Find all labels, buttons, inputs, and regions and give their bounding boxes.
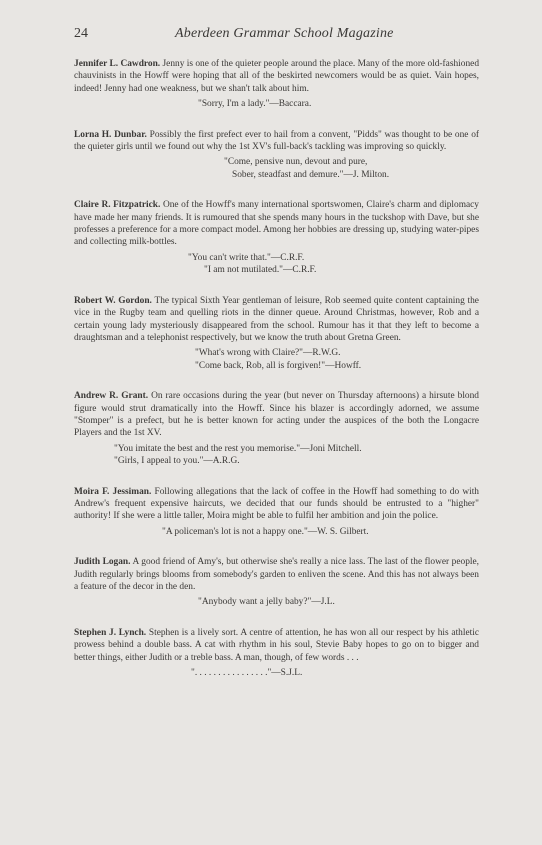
entry-text: A good friend of Amy's, but otherwise she's really a nice lass. The last of the flower people, Judith regularly brings blooms from somebody's garden to enliven the scene. And this has not always been a feature of the decor in the den. (74, 557, 479, 592)
quote-line: "Anybody want a jelly baby?"—J.L. (198, 597, 335, 608)
page-header (74, 26, 482, 46)
entry-quote (74, 156, 479, 181)
entry-name: Robert W. Gordon. (74, 295, 152, 306)
quote-line: "A policeman's lot is not a happy one."—W. S. Gilbert. (162, 526, 369, 537)
quote-line: Sober, steadfast and demure."—J. Milton. (232, 169, 390, 180)
entry-name: Moira F. Jessiman. (74, 486, 152, 497)
entry-name: Judith Logan. (74, 557, 131, 568)
entry-jessiman (74, 486, 479, 539)
entry-text: Stephen is a lively sort. A centre of attention, he has won all our respect by his athletic prowess behind a double bass. A cat with rhythm in his soul, Stevie Baby hopes to go on to bigger and better things, either Judith or a treble bass. A man, though, of few words . . . (74, 627, 479, 663)
quote-line: "What's wrong with Claire?"—R.W.G. (195, 348, 341, 359)
entry-fitzpatrick (74, 199, 479, 276)
entry-quote (74, 443, 479, 468)
entry-text: Following allegations that the lack of coffee in the Howff had something to do with Andrew's frequent expensive haircuts, we decided that our funds should be entrusted to a "higher" authority! If she were a little taller, Moira might be able to fulfil her ambition and join the police. (74, 486, 479, 522)
page-content (74, 58, 479, 697)
entry-quote (74, 252, 479, 277)
quote-line: "I am not mutilated."—C.R.F. (204, 265, 317, 276)
entry-paragraph (74, 627, 479, 664)
entry-quote (74, 667, 479, 679)
entry-paragraph (74, 295, 479, 345)
entry-quote (74, 526, 479, 538)
page-number: 24 (74, 26, 88, 41)
entry-name: Stephen J. Lynch. (74, 627, 147, 638)
entry-text: Jenny is one of the quieter people around the place. Many of the more old-fashioned chauvinists in the Howff were hoping that all of the beskirted newcomers would be as quiet. Vain hopes, indeed! Jenny had one weakness, but we shan't talk about him. (74, 59, 480, 94)
entry-quote (74, 596, 479, 608)
quote-line: "Girls, I appeal to you."—A.R.G. (114, 456, 240, 467)
entry-text: One of the Howff's many international sportswomen, Claire's charm and diplomacy have made her many friends. It is rumoured that she spends many hours in the tuckshop with Dave, but she professes a preference for a more compact model. Among her hobbies are dressing up, studying water-pipes and collecting milk-bottles. (74, 200, 479, 248)
quote-line: ". . . . . . . . . . . . . . . ."—S.J.L. (191, 668, 303, 679)
quote-line: "You can't write that."—C.R.F. (188, 252, 305, 263)
entry-quote (74, 98, 479, 110)
entry-name: Jennifer L. Cawdron. (74, 59, 161, 69)
entry-text: On rare occasions during the year (but never on Thursday afternoons) a hirsute blond figure would strut dramatically into the Howff. Since his blazer is accordingly adorned, we assume "Stomper" is a prefect, but he is better known for acting under the auspices of the both the Longacre Players and the 1st XV. (74, 391, 479, 439)
entry-paragraph (74, 390, 479, 440)
entry-name: Lorna H. Dunbar. (74, 129, 147, 140)
entry-paragraph (74, 58, 479, 95)
entry-dunbar (74, 129, 479, 182)
entry-paragraph (74, 486, 479, 523)
entry-logan (74, 556, 479, 609)
entry-lynch (74, 627, 479, 680)
quote-line: "Sorry, I'm a lady."—Baccara. (198, 99, 312, 110)
entry-grant (74, 390, 479, 467)
entry-paragraph (74, 556, 479, 593)
entry-text: Possibly the first prefect ever to hail from a convent, "Pidds" was thought to be one of the quieter girls until we found out why the 1st XV's full-back's tackling was improving so quickly. (74, 129, 479, 153)
quote-line: "Come back, Rob, all is forgiven!"—Howff. (195, 360, 362, 371)
entry-text: The typical Sixth Year gentleman of leisure, Rob seemed quite content captaining the vice in the Rugby team and quelling riots in the dinner queue. Around Christmas, however, Rob and a certain young lady mysteriously disappeared from the school. Rumour has it that they left to become a draughtsman and a telephonist respectively, but we know the truth about Gretna Green. (74, 295, 479, 343)
entry-quote (74, 347, 479, 372)
quote-line: "You imitate the best and the rest you memorise."—Joni Mitchell. (114, 443, 362, 454)
entry-paragraph (74, 129, 479, 154)
entry-name: Andrew R. Grant. (74, 391, 149, 402)
entry-gordon (74, 295, 479, 372)
entry-paragraph (74, 199, 479, 249)
entry-name: Claire R. Fitzpatrick. (74, 200, 161, 211)
entry-cawdron (74, 58, 479, 111)
quote-line: "Come, pensive nun, devout and pure, (224, 157, 368, 168)
running-title: Aberdeen Grammar School Magazine (175, 26, 394, 41)
